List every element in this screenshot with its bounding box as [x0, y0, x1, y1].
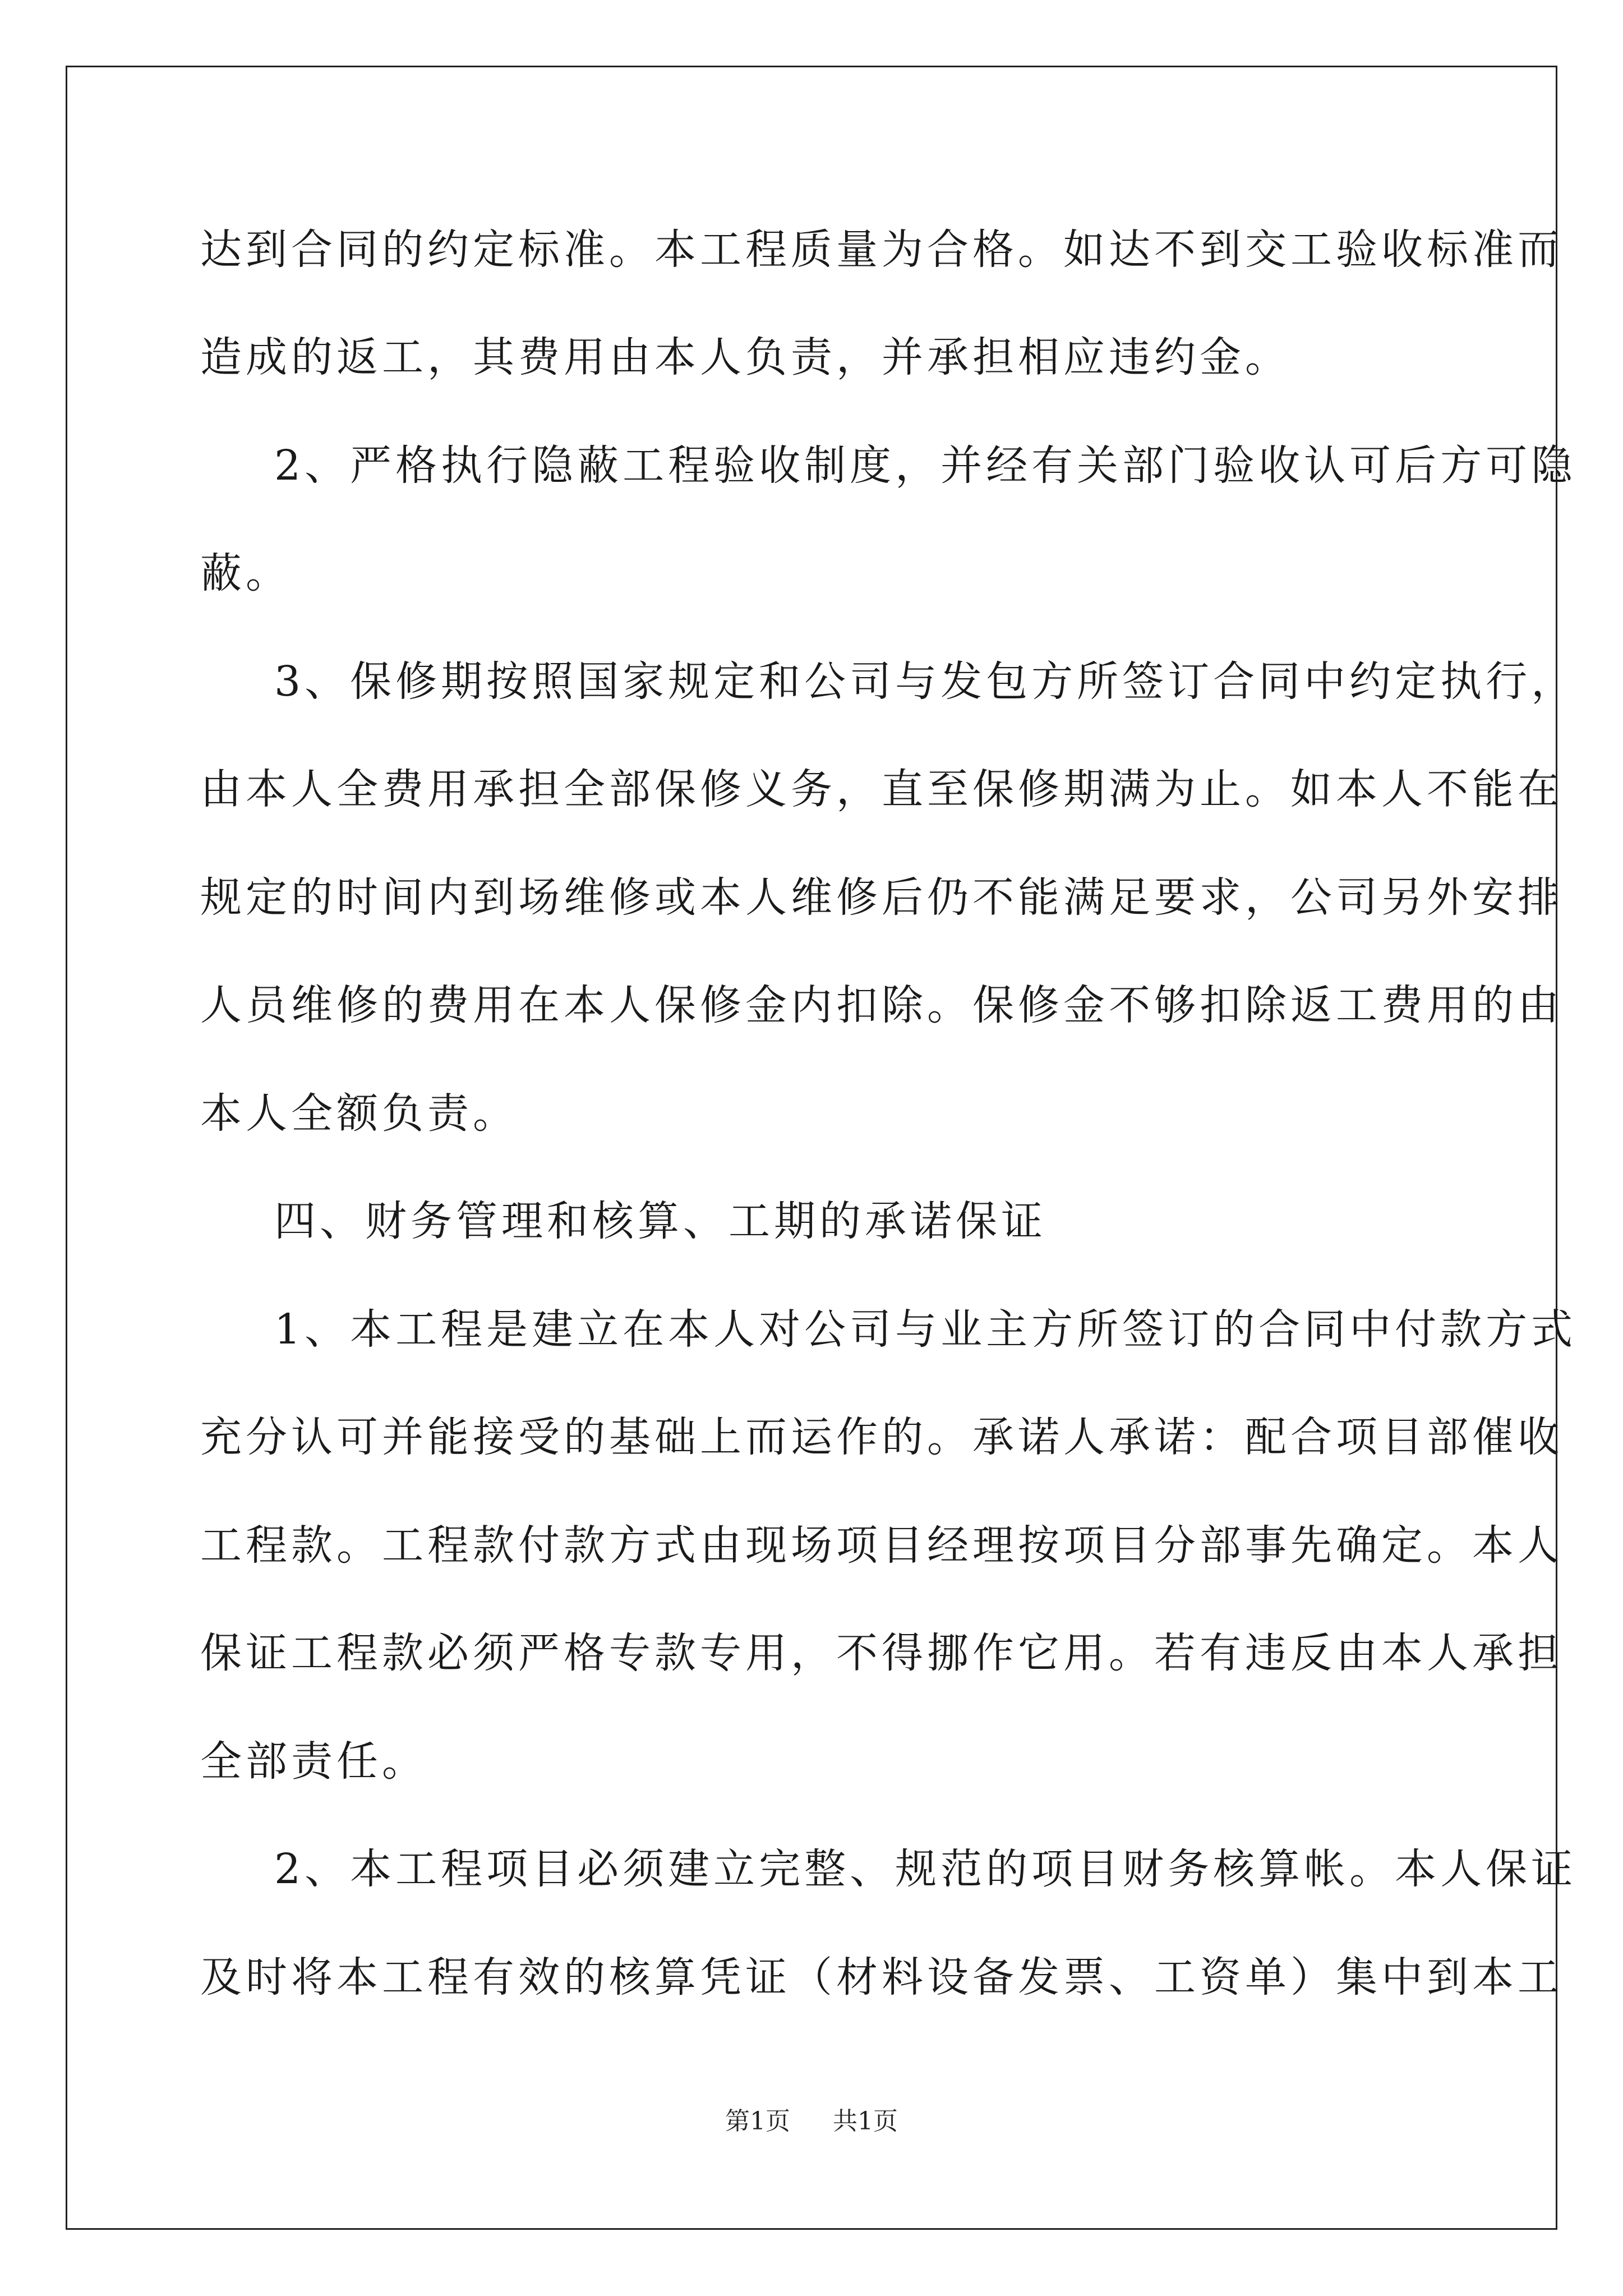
text-line: 规定的时间内到场维修或本人维修后仍不能满足要求，公司另外安排 [200, 873, 1563, 922]
paragraph-start-line: 2、本工程项目必须建立完整、规范的项目财务核算帐。本人保证 [274, 1845, 1577, 1893]
paragraph-start-line: 2、严格执行隐蔽工程验收制度，并经有关部门验收认可后方可隐 [274, 441, 1577, 490]
paragraph-start-line: 1、本工程是建立在本人对公司与业主方所签订的合同中付款方式 [274, 1305, 1577, 1354]
page-number-current: 第1页 [725, 2107, 790, 2136]
text-line: 全部责任。 [200, 1737, 427, 1786]
paragraph-start-line: 3、保修期按照国家规定和公司与发包方所签订合同中约定执行， [274, 657, 1577, 706]
text-line: 工程款。工程款付款方式由现场项目经理按项目分部事先确定。本人 [200, 1521, 1563, 1570]
text-line: 蔽。 [200, 549, 291, 597]
text-line: 充分认可并能接受的基础上而运作的。承诺人承诺：配合项目部催收 [200, 1413, 1563, 1461]
text-line: 达到合同的约定标准。本工程质量为合格。如达不到交工验收标准而 [200, 226, 1563, 274]
text-line: 保证工程款必须严格专款专用，不得挪作它用。若有违反由本人承担 [200, 1629, 1563, 1677]
text-line: 造成的返工，其费用由本人负责，并承担相应违约金。 [200, 333, 1290, 381]
text-line: 本人全额负责。 [200, 1089, 518, 1138]
page-footer [0, 2105, 1623, 2138]
section-heading: 四、财务管理和核算、工期的承诺保证 [274, 1197, 1046, 1245]
page-number-total: 共1页 [833, 2107, 898, 2136]
text-line: 人员维修的费用在本人保修金内扣除。保修金不够扣除返工费用的由 [200, 981, 1563, 1029]
text-line: 由本人全费用承担全部保修义务，直至保修期满为止。如本人不能在 [200, 765, 1563, 813]
text-line: 及时将本工程有效的核算凭证（材料设备发票、工资单）集中到本工 [200, 1953, 1563, 2001]
